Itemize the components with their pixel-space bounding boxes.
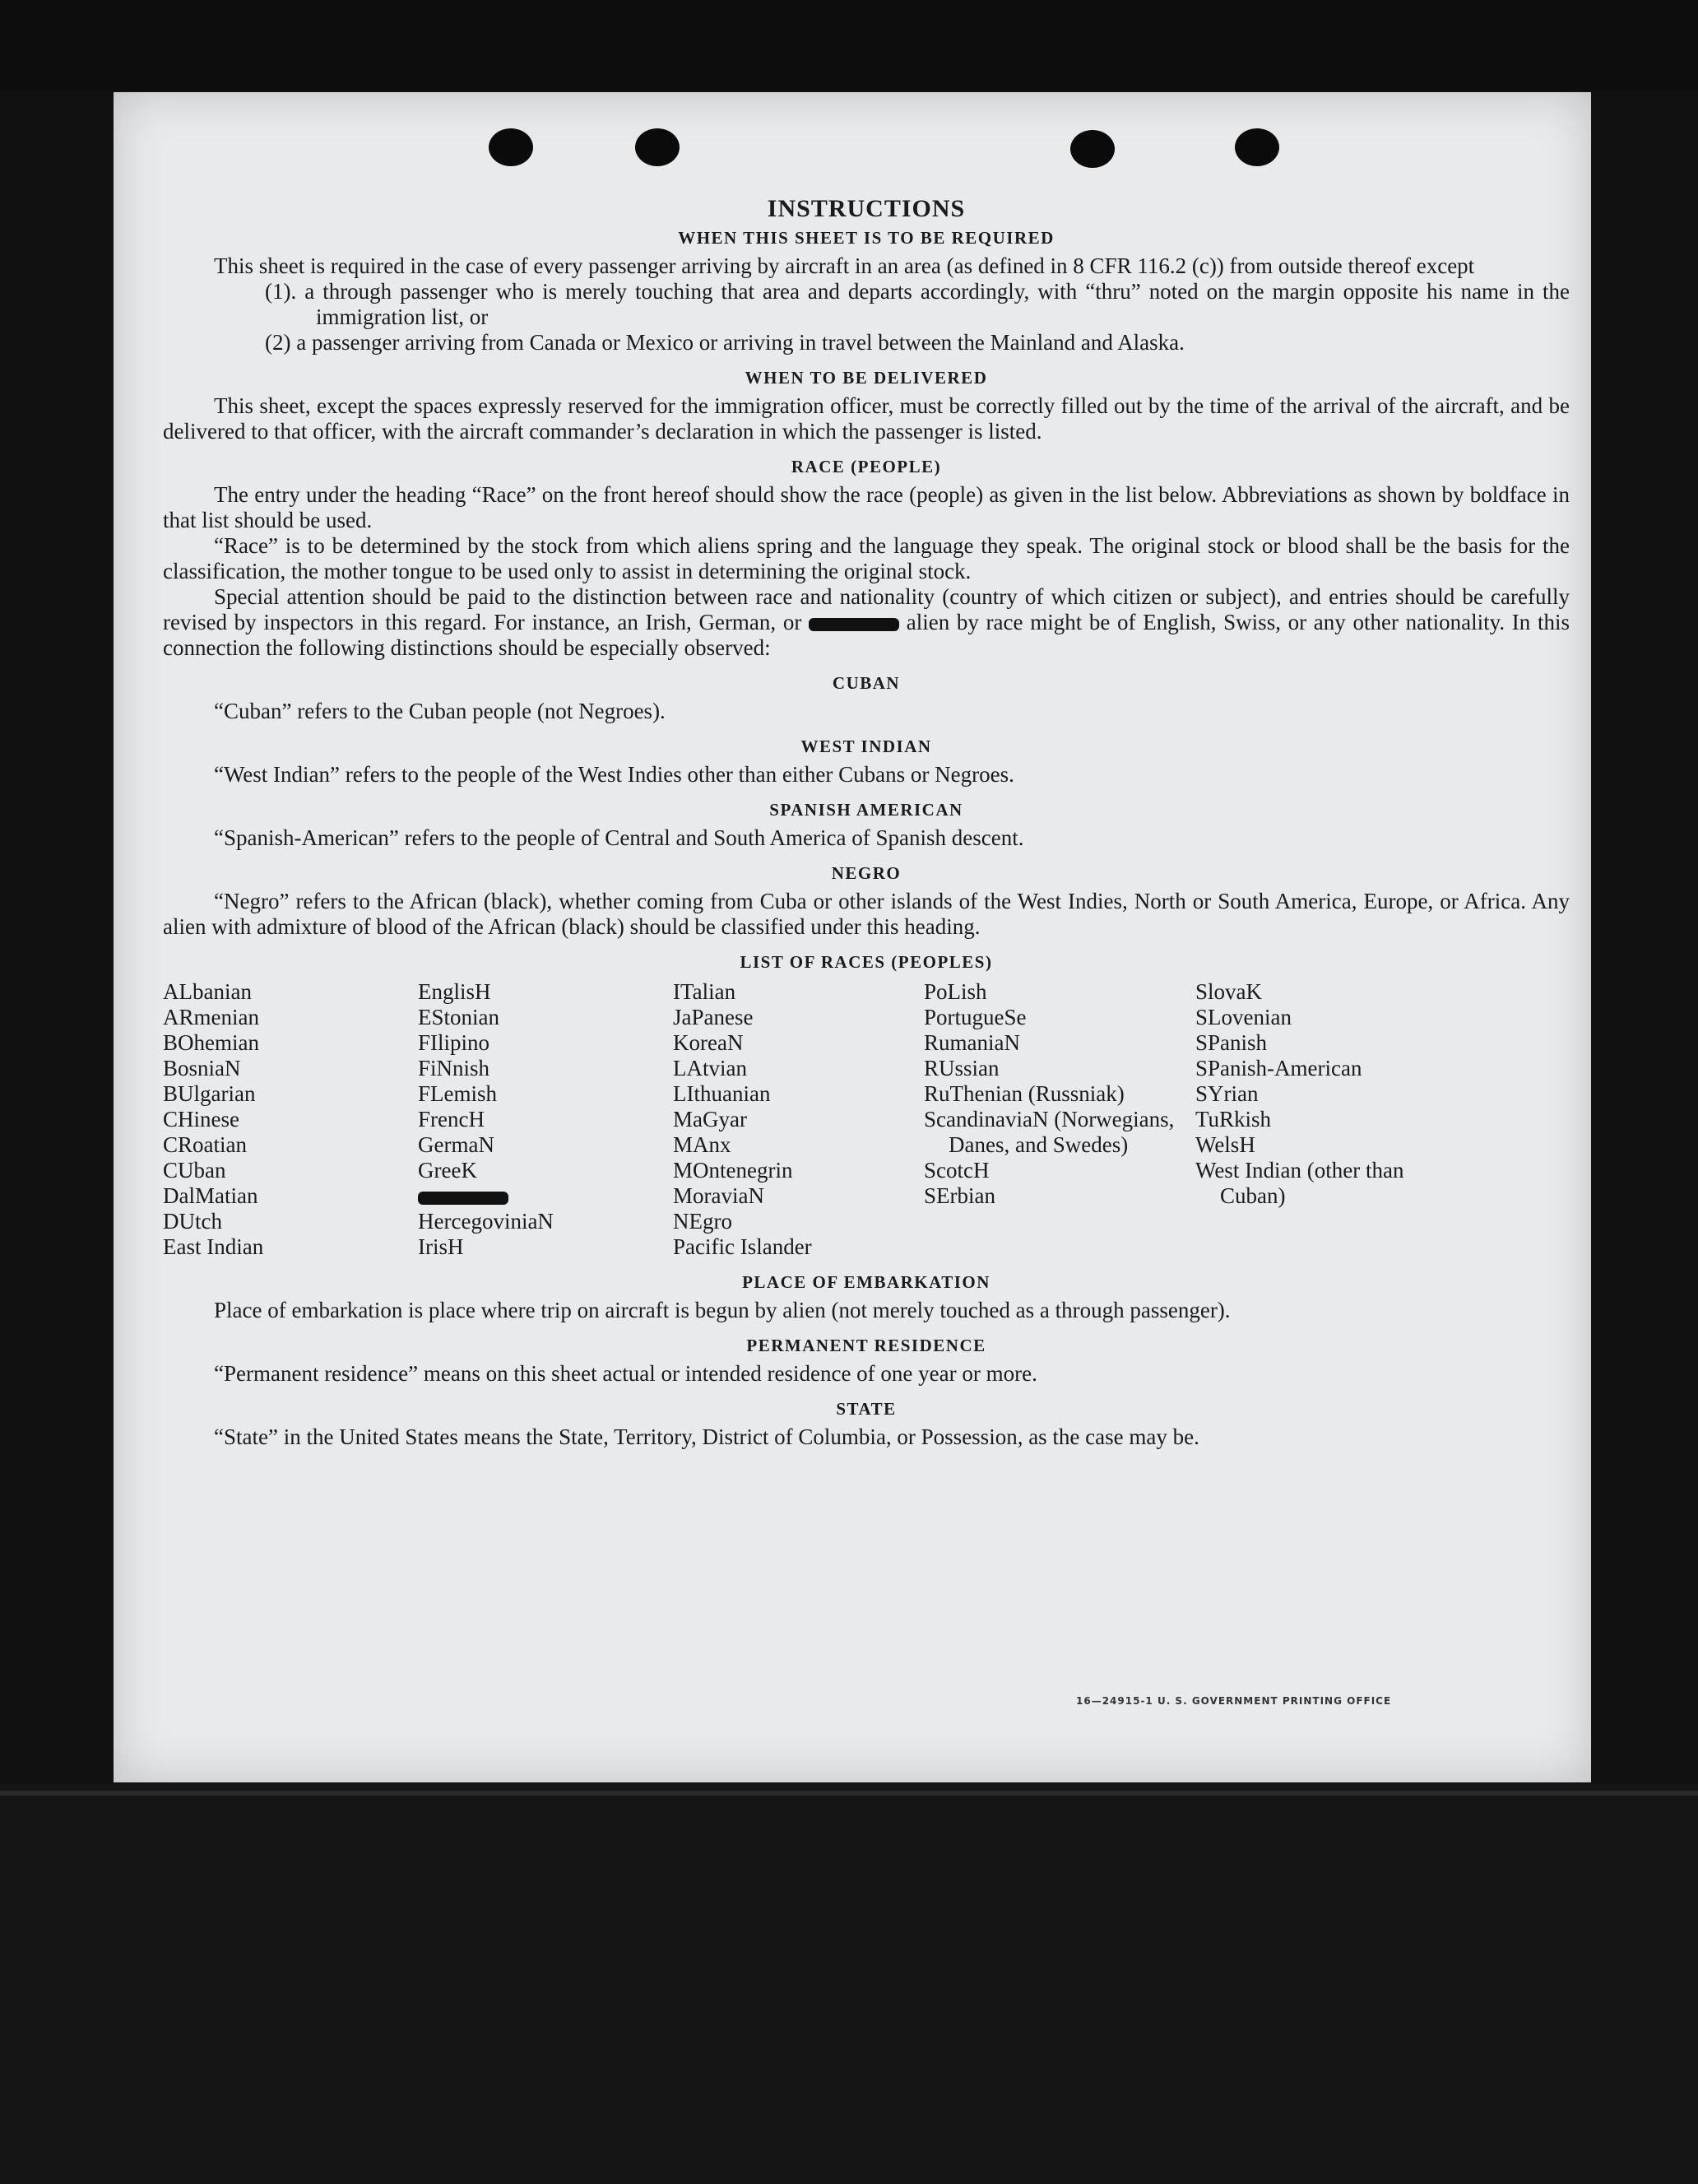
race-item: MaGyar [673, 1107, 747, 1131]
race-item: MoraviaN [673, 1183, 764, 1208]
race-item: SPanish [1195, 1030, 1268, 1055]
race-item: SErbian [924, 1183, 995, 1208]
required-intro: This sheet is required in the case of every passenger arriving by aircraft in an area (as defined in 8 CFR 116.2 (c)) from outside thereof except [214, 253, 1475, 278]
west-indian-text: “West Indian” refers to the people of the West Indies other than either Cubans or Negroes. [214, 762, 1014, 787]
heading-negro: NEGRO [831, 863, 902, 883]
race-item: RumaniaN [924, 1030, 1020, 1055]
printing-office-footer: 16—24915-1 U. S. GOVERNMENT PRINTING OFFICE [1076, 1695, 1392, 1707]
negro-text: “Negro” refers to the African (black), whether coming from Cuba or other islands of the West Indies, North or South America, Europe, or Africa. Any alien with admixture of blood of the African (black) should be classified under this heading. [163, 889, 1570, 939]
redaction-mark [809, 618, 899, 631]
race-item: KoreaN [673, 1030, 744, 1055]
race-item: BosniaN [163, 1056, 241, 1080]
race-item: NEgro [673, 1209, 732, 1234]
race-item: MOntenegrin [673, 1158, 793, 1183]
race-item: DalMatian [163, 1183, 258, 1208]
heading-permanent-residence: PERMANENT RESIDENCE [746, 1336, 986, 1355]
residence-text: “Permanent residence” means on this sheet actual or intended residence of one year or more. [214, 1361, 1037, 1386]
race-item: GermaN [418, 1132, 494, 1157]
race-item: SlovaK [1195, 979, 1262, 1004]
heading-west-indian: WEST INDIAN [800, 737, 932, 756]
race-item: BUlgarian [163, 1081, 256, 1106]
race-paragraph-3 [163, 584, 1570, 661]
race-item: RUssian [924, 1056, 1000, 1080]
heading-state: STATE [836, 1399, 897, 1419]
race-item: CHinese [163, 1107, 239, 1131]
heading-list-of-races: LIST OF RACES (PEOPLES) [740, 952, 993, 972]
race-paragraph-1: The entry under the heading “Race” on the front hereof should show the race (people) as given in the list below. Abbreviations as shown by boldface in that list should be used. [163, 482, 1570, 532]
race-item: FiNnish [418, 1056, 490, 1080]
race-item: GreeK [418, 1158, 477, 1183]
required-item-2: (2) a passenger arriving from Canada or Mexico or arriving in travel between the Mainland and Alaska. [265, 330, 1185, 355]
race-item: SYrian [1195, 1081, 1259, 1106]
race-item: West Indian (other than Cuban) [1195, 1158, 1404, 1208]
races-column-1 [163, 979, 418, 1260]
punch-hole [1070, 130, 1115, 168]
cuban-text: “Cuban” refers to the Cuban people (not Negroes). [214, 699, 666, 723]
race-item: JaPanese [673, 1005, 754, 1029]
scan-background-top [0, 0, 1698, 91]
spanish-american-text: “Spanish-American” refers to the people of Central and South America of Spanish descent. [214, 825, 1024, 850]
races-column-5 [1195, 979, 1471, 1260]
instructions-content [163, 193, 1570, 1450]
race-item: PortugueSe [924, 1005, 1027, 1029]
scan-background-bottom [0, 1784, 1698, 2184]
race-item: EStonian [418, 1005, 499, 1029]
race-item-redacted [418, 1183, 673, 1209]
race-item: SPanish-American [1195, 1056, 1362, 1080]
race-item: WelsH [1195, 1132, 1255, 1157]
required-item-1: (1). a through passenger who is merely touching that area and departs accordingly, with “thru” noted on the margin opposite his name in the immigration list, or [265, 279, 1570, 329]
race-item: ScandinaviaN (Norwegians, Danes, and Swedes) [924, 1107, 1175, 1157]
race-item: EnglisH [418, 979, 491, 1004]
heading-when-delivered: WHEN TO BE DELIVERED [745, 368, 988, 388]
race-paragraph-2: “Race” is to be determined by the stock from which aliens spring and the language they speak. The original stock or blood shall be the basis for the classification, the mother tongue to be used only to assist in determining the original stock. [163, 533, 1570, 583]
race-item: ARmenian [163, 1005, 259, 1029]
race-item: PoLish [924, 979, 987, 1004]
race-item: IrisH [418, 1234, 464, 1259]
punch-hole [635, 128, 680, 166]
race-item: ITalian [673, 979, 736, 1004]
race-item: FrencH [418, 1107, 485, 1131]
heading-place-of-embarkation: PLACE OF EMBARKATION [742, 1272, 990, 1292]
race-item: LIthuanian [673, 1081, 771, 1106]
race-item: ALbanian [163, 979, 252, 1004]
races-list [163, 979, 1570, 1260]
race-item: East Indian [163, 1234, 264, 1259]
race-item: TuRkish [1195, 1107, 1272, 1131]
race-item: CUban [163, 1158, 226, 1183]
races-column-3 [673, 979, 924, 1260]
page-title: INSTRUCTIONS [767, 195, 966, 222]
race-item: DUtch [163, 1209, 222, 1234]
race-item: FLemish [418, 1081, 498, 1106]
race-paragraph-3a: Special attention should be paid to the distinction between race and nationality (country of which citizen or subject), and entries should be carefully revised by inspectors in this regard. For instance, an Irish, German, or [163, 584, 1570, 634]
race-item: MAnx [673, 1132, 731, 1157]
race-item: FIlipino [418, 1030, 490, 1055]
race-paragraph-3b: alien by race might be of English, Swiss, or any other nationality. In this connection the following distinctions should be especially observed: [163, 610, 1570, 660]
heading-race: RACE (PEOPLE) [791, 457, 942, 476]
punch-hole [489, 128, 533, 166]
heading-cuban: CUBAN [832, 673, 901, 693]
race-item: RuThenian (Russniak) [924, 1081, 1125, 1106]
race-item: HercegoviniaN [418, 1209, 554, 1234]
embarkation-text: Place of embarkation is place where trip on aircraft is begun by alien (not merely touched as a through passenger). [214, 1298, 1231, 1322]
races-column-4 [924, 979, 1195, 1260]
redaction-mark [418, 1192, 508, 1205]
state-text: “State” in the United States means the State, Territory, District of Columbia, or Possession, as the case may be. [214, 1424, 1199, 1449]
punch-hole [1235, 128, 1279, 166]
race-item: LAtvian [673, 1056, 747, 1080]
race-item: CRoatian [163, 1132, 247, 1157]
race-item: SLovenian [1195, 1005, 1292, 1029]
race-item: ScotcH [924, 1158, 990, 1183]
delivered-text: This sheet, except the spaces expressly reserved for the immigration officer, must be correctly filled out by the time of the arrival of the aircraft, and be delivered to that officer, with the aircraft commander’s declaration in which the passenger is listed. [163, 393, 1570, 444]
race-item: Pacific Islander [673, 1234, 812, 1259]
races-column-2 [418, 979, 673, 1260]
race-item: BOhemian [163, 1030, 259, 1055]
heading-when-required: WHEN THIS SHEET IS TO BE REQUIRED [678, 228, 1055, 248]
document-page [114, 92, 1591, 1782]
heading-spanish-american: SPANISH AMERICAN [769, 800, 963, 820]
